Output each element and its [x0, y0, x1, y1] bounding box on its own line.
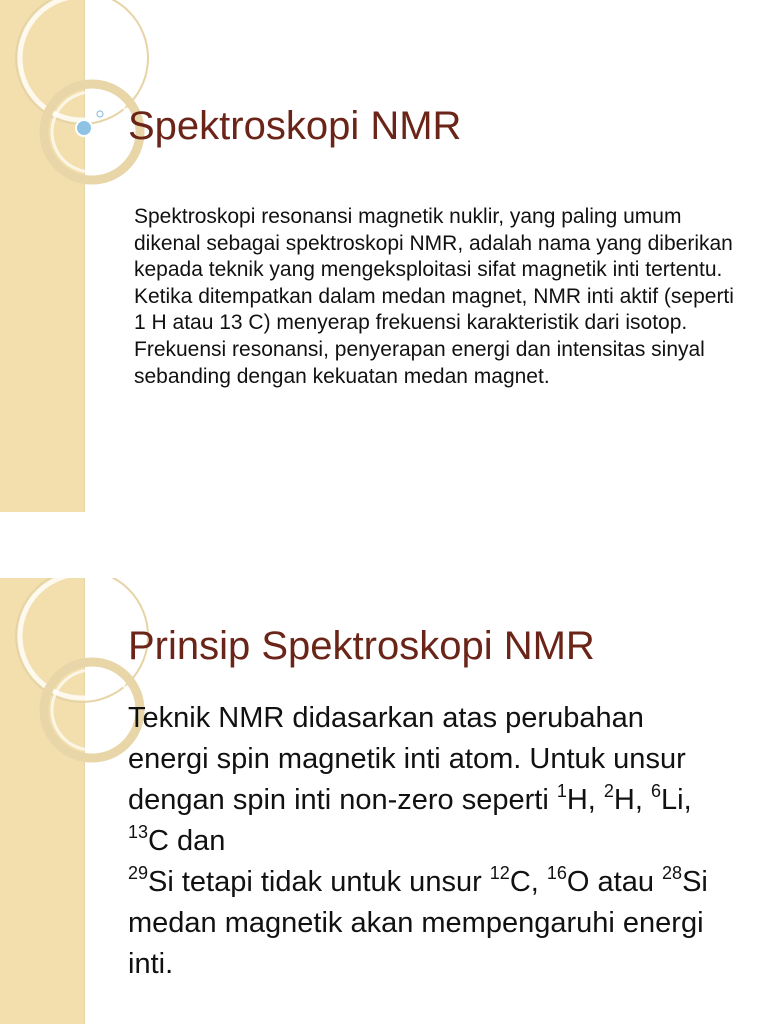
slide-gap [0, 512, 768, 578]
slide-title: Spektroskopi NMR [128, 104, 462, 148]
slide-body-text [128, 698, 728, 985]
body-text-segment: Teknik NMR didasarkan atas perubahan energi spin magnetik inti atom. Untuk unsur dengan spin inti non-zero seperti [128, 702, 686, 816]
superscript-mass-number: 1 [556, 781, 567, 801]
superscript-mass-number: 2 [603, 781, 614, 801]
slide-2 [0, 578, 768, 1024]
body-text-segment: Si medan magnetik akan mempengaruhi energi inti. [128, 866, 708, 980]
body-text-segment: H, [566, 784, 604, 816]
superscript-mass-number: 29 [128, 863, 149, 883]
body-text-segment: Si tetapi tidak untuk unsur [148, 866, 490, 898]
body-text-segment: Li, [661, 784, 692, 816]
superscript-mass-number: 13 [128, 822, 149, 842]
body-text-segment: O atau [566, 866, 663, 898]
superscript-mass-number: 12 [489, 863, 510, 883]
superscript-mass-number: 28 [662, 863, 683, 883]
superscript-mass-number: 6 [650, 781, 661, 801]
body-text-segment: C dan [148, 825, 226, 857]
slide-title: Prinsip Spektroskopi NMR [128, 624, 595, 668]
body-text-segment: H, [613, 784, 651, 816]
superscript-mass-number: 16 [546, 863, 567, 883]
slide-body-text: Spektroskopi resonansi magnetik nuklir, yang paling umum dikenal sebagai spektroskopi NMR, adalah nama yang diberikan kepada teknik yang mengeksploitasi sifat magnetik inti tertentu. Ketika ditempatkan dalam medan magnet, NMR inti aktif (seperti 1 H atau 13 C) menyerap frekuensi karakteristik dari isotop. Frekuensi resonansi, penyerapan energi dan intensitas sinyal sebanding dengan kekuatan medan magnet. [134, 205, 734, 388]
body-text-segment: C, [509, 866, 547, 898]
